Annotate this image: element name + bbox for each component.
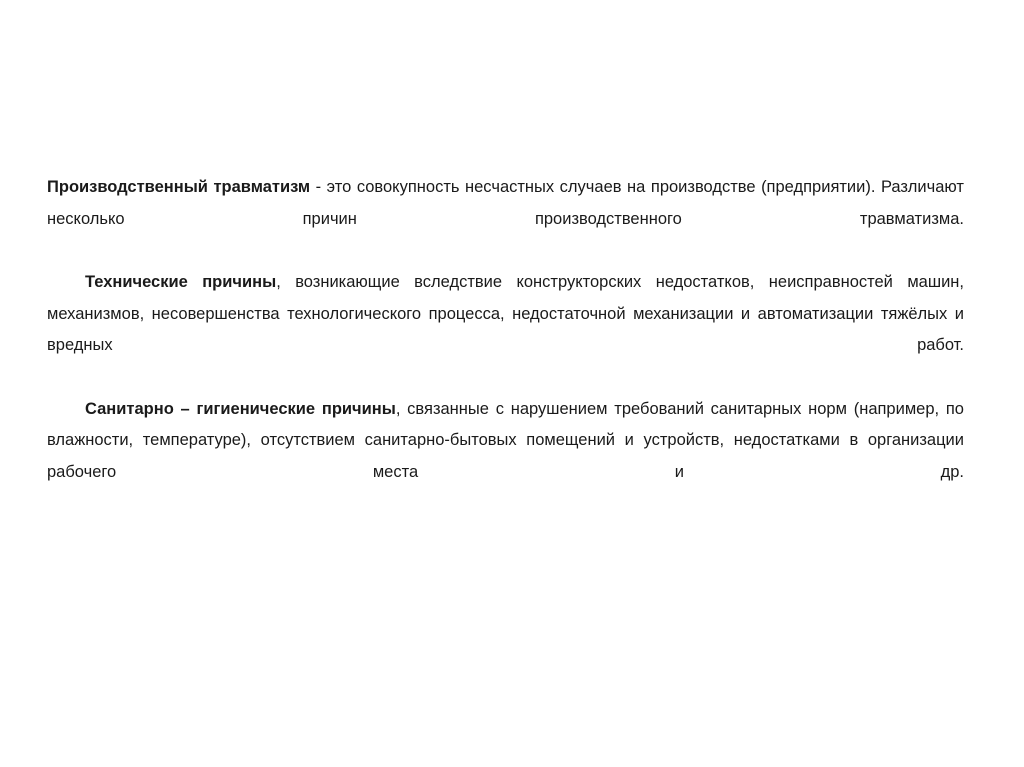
body-text-run: - это совокупность несчастных случаев на производстве (предприятии). Различают несколько причин производственного травматизма.: [47, 178, 964, 228]
paragraph: [47, 394, 964, 521]
body-text-run: , возникающие вследствие конструкторских недостатков, неисправностей машин, механизмов, несовершенства технологического процесса, недостаточной механизации и автоматизации тяжёлых и вредных работ.: [47, 273, 964, 355]
term-emphasis: Производственный травматизм: [47, 178, 311, 196]
slide-text-body: [47, 172, 964, 520]
body-text-run: , связанные с нарушением требований санитарных норм (например, по влажности, температуре), отсутствием санитарно-бытовых помещений и устройств, недостатками в организации рабочего места и др.: [47, 399, 964, 482]
paragraph: [47, 267, 964, 394]
paragraph: [47, 172, 964, 267]
term-emphasis: Технические причины: [85, 273, 277, 292]
term-emphasis: Санитарно – гигиенические причины: [85, 399, 396, 418]
